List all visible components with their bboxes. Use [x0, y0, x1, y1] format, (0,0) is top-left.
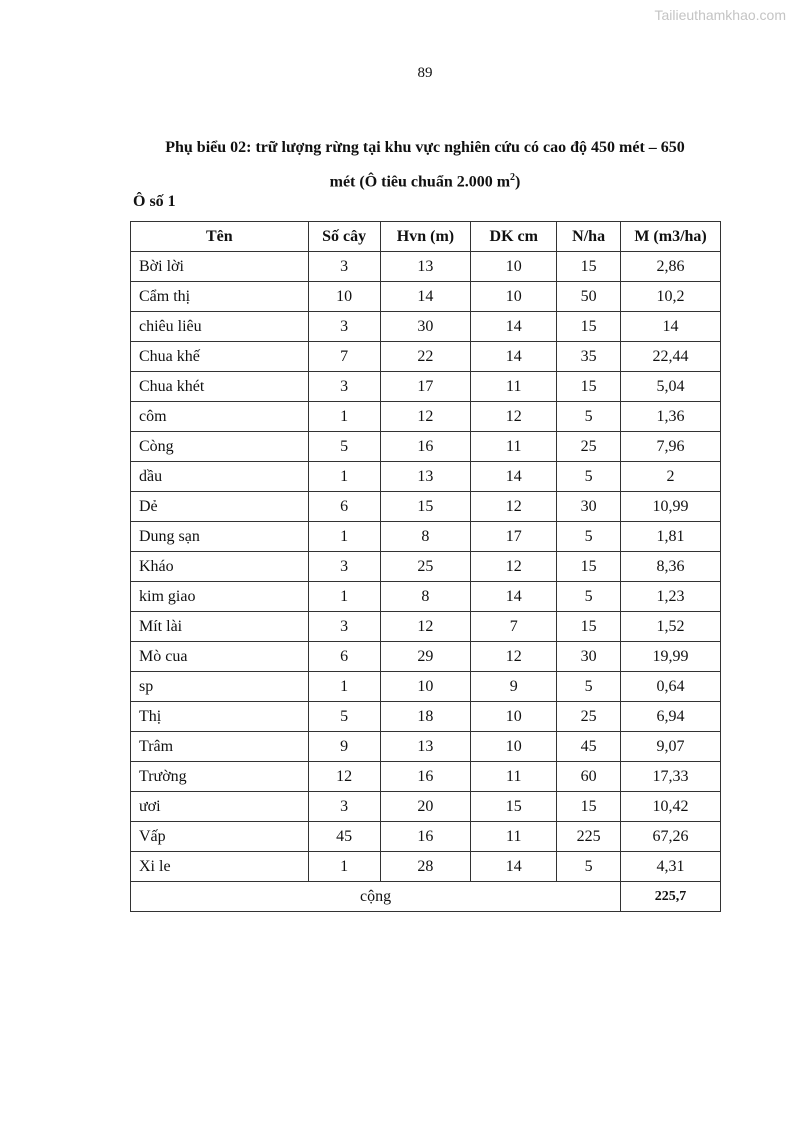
- table-total-row: [131, 882, 721, 912]
- cell-so-cay: 12: [308, 762, 380, 792]
- cell-m: 67,26: [621, 822, 721, 852]
- cell-hvn: 29: [380, 642, 471, 672]
- document-title: [130, 133, 720, 197]
- cell-so-cay: 6: [308, 642, 380, 672]
- cell-hvn: 16: [380, 762, 471, 792]
- cell-dk: 17: [471, 522, 557, 552]
- cell-m: 1,81: [621, 522, 721, 552]
- cell-n-ha: 5: [557, 522, 621, 552]
- cell-n-ha: 30: [557, 492, 621, 522]
- cell-hvn: 16: [380, 822, 471, 852]
- cell-ten: Thị: [131, 702, 309, 732]
- cell-dk: 12: [471, 492, 557, 522]
- table-row: [131, 312, 721, 342]
- cell-dk: 10: [471, 702, 557, 732]
- title-line-2-suffix: ): [515, 173, 521, 191]
- cell-dk: 10: [471, 732, 557, 762]
- cell-hvn: 13: [380, 462, 471, 492]
- cell-n-ha: 30: [557, 642, 621, 672]
- cell-so-cay: 3: [308, 252, 380, 282]
- table-row: [131, 372, 721, 402]
- cell-so-cay: 6: [308, 492, 380, 522]
- title-superscript: 2: [510, 172, 516, 183]
- cell-ten: Mò cua: [131, 642, 309, 672]
- cell-dk: 14: [471, 462, 557, 492]
- cell-n-ha: 5: [557, 852, 621, 882]
- cell-so-cay: 5: [308, 432, 380, 462]
- total-label: cộng: [131, 882, 621, 912]
- forest-volume-table: [130, 221, 721, 912]
- cell-ten: Dung sạn: [131, 522, 309, 552]
- cell-n-ha: 225: [557, 822, 621, 852]
- cell-dk: 12: [471, 642, 557, 672]
- cell-m: 1,36: [621, 402, 721, 432]
- cell-so-cay: 7: [308, 342, 380, 372]
- cell-ten: Bời lời: [131, 252, 309, 282]
- cell-ten: chiêu liêu: [131, 312, 309, 342]
- header-dk: DK cm: [471, 222, 557, 252]
- cell-hvn: 18: [380, 702, 471, 732]
- header-m: M (m3/ha): [621, 222, 721, 252]
- cell-dk: 7: [471, 612, 557, 642]
- cell-so-cay: 45: [308, 822, 380, 852]
- table-row: [131, 282, 721, 312]
- cell-n-ha: 5: [557, 402, 621, 432]
- cell-so-cay: 9: [308, 732, 380, 762]
- cell-m: 2: [621, 462, 721, 492]
- cell-so-cay: 1: [308, 522, 380, 552]
- cell-ten: dầu: [131, 462, 309, 492]
- cell-n-ha: 15: [557, 612, 621, 642]
- cell-hvn: 13: [380, 252, 471, 282]
- cell-ten: Chua khế: [131, 342, 309, 372]
- cell-hvn: 10: [380, 672, 471, 702]
- cell-so-cay: 1: [308, 852, 380, 882]
- cell-n-ha: 15: [557, 252, 621, 282]
- cell-dk: 15: [471, 792, 557, 822]
- table-row: [131, 642, 721, 672]
- cell-n-ha: 45: [557, 732, 621, 762]
- table-row: [131, 852, 721, 882]
- cell-n-ha: 15: [557, 312, 621, 342]
- table-row: [131, 822, 721, 852]
- cell-m: 22,44: [621, 342, 721, 372]
- cell-ten: Vấp: [131, 822, 309, 852]
- page-number: 89: [417, 65, 433, 81]
- cell-hvn: 16: [380, 432, 471, 462]
- cell-m: 19,99: [621, 642, 721, 672]
- cell-dk: 9: [471, 672, 557, 702]
- table-row: [131, 342, 721, 372]
- watermark-text: Tailieuthamkhao.com: [654, 7, 786, 23]
- cell-m: 4,31: [621, 852, 721, 882]
- cell-so-cay: 5: [308, 702, 380, 732]
- cell-dk: 11: [471, 762, 557, 792]
- cell-so-cay: 1: [308, 672, 380, 702]
- cell-ten: Cẩm thị: [131, 282, 309, 312]
- header-so-cay: Số cây: [308, 222, 380, 252]
- cell-ten: kim giao: [131, 582, 309, 612]
- total-value: 225,7: [621, 882, 721, 912]
- cell-hvn: 30: [380, 312, 471, 342]
- cell-m: 8,36: [621, 552, 721, 582]
- cell-ten: Còng: [131, 432, 309, 462]
- cell-ten: Xi le: [131, 852, 309, 882]
- cell-ten: côm: [131, 402, 309, 432]
- cell-hvn: 8: [380, 522, 471, 552]
- cell-n-ha: 60: [557, 762, 621, 792]
- cell-ten: Kháo: [131, 552, 309, 582]
- cell-dk: 10: [471, 282, 557, 312]
- cell-m: 2,86: [621, 252, 721, 282]
- header-ten: Tên: [131, 222, 309, 252]
- title-line-1: Phụ biểu 02: trữ lượng rừng tại khu vực nghiên cứu có cao độ 450 mét – 650: [165, 139, 685, 156]
- table-row: [131, 672, 721, 702]
- cell-n-ha: 15: [557, 552, 621, 582]
- cell-hvn: 25: [380, 552, 471, 582]
- cell-so-cay: 3: [308, 312, 380, 342]
- cell-hvn: 28: [380, 852, 471, 882]
- cell-dk: 10: [471, 252, 557, 282]
- cell-n-ha: 25: [557, 702, 621, 732]
- table-row: [131, 492, 721, 522]
- header-n-ha: N/ha: [557, 222, 621, 252]
- table-row: [131, 432, 721, 462]
- cell-dk: 12: [471, 402, 557, 432]
- table-row: [131, 582, 721, 612]
- cell-m: 17,33: [621, 762, 721, 792]
- cell-so-cay: 1: [308, 582, 380, 612]
- title-line-2: [130, 163, 720, 197]
- cell-dk: 11: [471, 432, 557, 462]
- table-row: [131, 702, 721, 732]
- cell-so-cay: 10: [308, 282, 380, 312]
- cell-ten: Trường: [131, 762, 309, 792]
- cell-so-cay: 3: [308, 552, 380, 582]
- table-row: [131, 792, 721, 822]
- cell-hvn: 12: [380, 612, 471, 642]
- cell-hvn: 12: [380, 402, 471, 432]
- cell-hvn: 20: [380, 792, 471, 822]
- cell-n-ha: 15: [557, 792, 621, 822]
- cell-dk: 11: [471, 372, 557, 402]
- cell-ten: Dẻ: [131, 492, 309, 522]
- cell-dk: 12: [471, 552, 557, 582]
- cell-ten: Mít lài: [131, 612, 309, 642]
- cell-m: 10,2: [621, 282, 721, 312]
- cell-ten: Trâm: [131, 732, 309, 762]
- cell-m: 0,64: [621, 672, 721, 702]
- table-row: [131, 552, 721, 582]
- cell-m: 9,07: [621, 732, 721, 762]
- cell-n-ha: 5: [557, 672, 621, 702]
- cell-n-ha: 35: [557, 342, 621, 372]
- cell-hvn: 15: [380, 492, 471, 522]
- cell-n-ha: 25: [557, 432, 621, 462]
- cell-m: 10,99: [621, 492, 721, 522]
- cell-hvn: 17: [380, 372, 471, 402]
- cell-so-cay: 3: [308, 612, 380, 642]
- header-hvn: Hvn (m): [380, 222, 471, 252]
- cell-m: 1,23: [621, 582, 721, 612]
- cell-dk: 11: [471, 822, 557, 852]
- cell-ten: ươi: [131, 792, 309, 822]
- cell-ten: sp: [131, 672, 309, 702]
- table-row: [131, 252, 721, 282]
- cell-m: 6,94: [621, 702, 721, 732]
- cell-n-ha: 50: [557, 282, 621, 312]
- table-row: [131, 762, 721, 792]
- cell-hvn: 8: [380, 582, 471, 612]
- plot-label: Ô số 1: [133, 193, 176, 210]
- cell-n-ha: 15: [557, 372, 621, 402]
- cell-dk: 14: [471, 312, 557, 342]
- cell-so-cay: 1: [308, 462, 380, 492]
- cell-ten: Chua khét: [131, 372, 309, 402]
- cell-hvn: 14: [380, 282, 471, 312]
- table-row: [131, 732, 721, 762]
- cell-m: 5,04: [621, 372, 721, 402]
- table-row: [131, 402, 721, 432]
- cell-dk: 14: [471, 342, 557, 372]
- table-row: [131, 462, 721, 492]
- cell-hvn: 22: [380, 342, 471, 372]
- table-row: [131, 522, 721, 552]
- cell-m: 1,52: [621, 612, 721, 642]
- cell-dk: 14: [471, 852, 557, 882]
- cell-n-ha: 5: [557, 582, 621, 612]
- cell-n-ha: 5: [557, 462, 621, 492]
- cell-m: 14: [621, 312, 721, 342]
- cell-m: 10,42: [621, 792, 721, 822]
- table-row: [131, 612, 721, 642]
- cell-hvn: 13: [380, 732, 471, 762]
- cell-so-cay: 3: [308, 792, 380, 822]
- cell-so-cay: 1: [308, 402, 380, 432]
- cell-dk: 14: [471, 582, 557, 612]
- cell-m: 7,96: [621, 432, 721, 462]
- table-header-row: [131, 222, 721, 252]
- title-line-2-text: mét (Ô tiêu chuẩn 2.000 m: [329, 173, 511, 191]
- cell-so-cay: 3: [308, 372, 380, 402]
